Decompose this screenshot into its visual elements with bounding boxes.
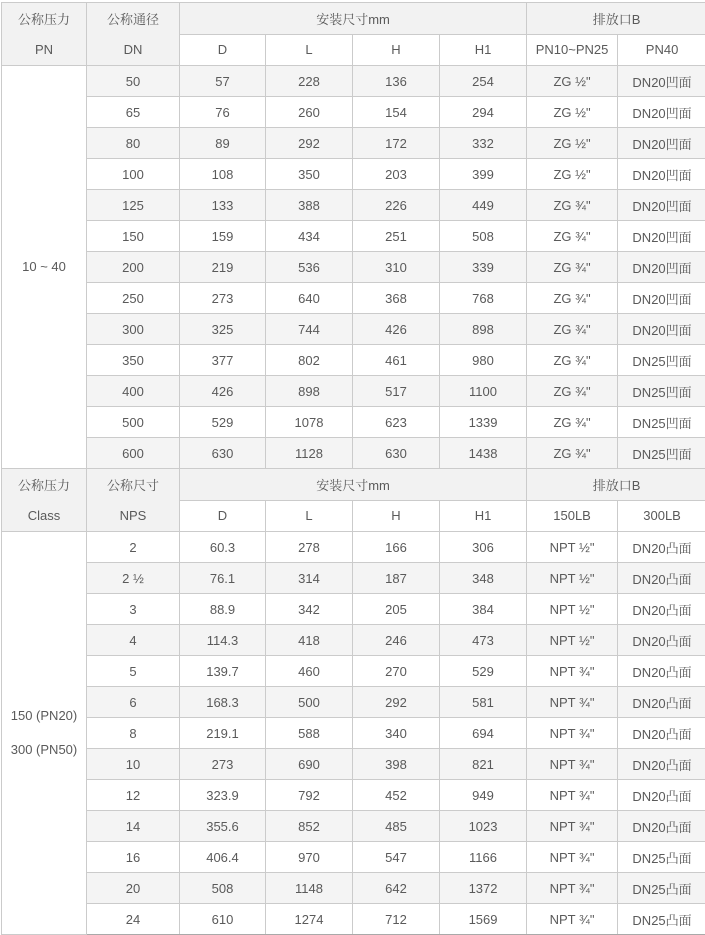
pressure-range-lines — [4, 699, 84, 767]
cell-l: 536 — [266, 252, 353, 283]
cell-drain-1: NPT ¾" — [527, 780, 618, 811]
cell-h1: 254 — [440, 66, 527, 97]
cell-drain-1: ZG ¾" — [527, 407, 618, 438]
cell-drain-2: DN20凹面 — [618, 221, 705, 252]
cell-drain-1: ZG ¾" — [527, 438, 618, 469]
cell-l: 1148 — [266, 873, 353, 904]
cell-drain-1: NPT ¾" — [527, 687, 618, 718]
table-row — [2, 221, 705, 252]
cell-h: 368 — [353, 283, 440, 314]
cell-h1: 1372 — [440, 873, 527, 904]
header-dims-group: 安装尺寸mm — [180, 469, 527, 501]
cell-size: 50 — [87, 66, 180, 97]
cell-h: 251 — [353, 221, 440, 252]
cell-drain-2: DN20凹面 — [618, 252, 705, 283]
cell-d: 325 — [180, 314, 266, 345]
cell-h1: 306 — [440, 532, 527, 563]
cell-size: 100 — [87, 159, 180, 190]
cell-l: 690 — [266, 749, 353, 780]
table-row — [2, 159, 705, 190]
cell-drain-2: DN25凹面 — [618, 345, 705, 376]
header-size-title: 公称通径 — [106, 12, 159, 27]
cell-d: 529 — [180, 407, 266, 438]
cell-size: 300 — [87, 314, 180, 345]
cell-d: 168.3 — [180, 687, 266, 718]
table-row — [2, 407, 705, 438]
cell-d: 60.3 — [180, 532, 266, 563]
cell-size: 400 — [87, 376, 180, 407]
cell-h: 547 — [353, 842, 440, 873]
cell-h: 136 — [353, 66, 440, 97]
cell-h: 485 — [353, 811, 440, 842]
table-row — [2, 873, 705, 904]
cell-h1: 1100 — [440, 376, 527, 407]
cell-h: 712 — [353, 904, 440, 935]
cell-d: 377 — [180, 345, 266, 376]
cell-drain-1: ZG ½" — [527, 128, 618, 159]
cell-d: 133 — [180, 190, 266, 221]
table-row — [2, 252, 705, 283]
cell-h1: 1023 — [440, 811, 527, 842]
pressure-range-line: 10 ~ 40 — [22, 259, 66, 274]
cell-h1: 694 — [440, 718, 527, 749]
cell-size: 600 — [87, 438, 180, 469]
pressure-range-cell — [2, 532, 87, 935]
cell-drain-1: NPT ¾" — [527, 656, 618, 687]
cell-h: 270 — [353, 656, 440, 687]
cell-l: 228 — [266, 66, 353, 97]
cell-drain-2: DN20凸面 — [618, 532, 705, 563]
cell-drain-2: DN25凸面 — [618, 904, 705, 935]
cell-l: 970 — [266, 842, 353, 873]
cell-d: 139.7 — [180, 656, 266, 687]
cell-h: 172 — [353, 128, 440, 159]
cell-l: 792 — [266, 780, 353, 811]
cell-drain-2: DN20凸面 — [618, 749, 705, 780]
cell-h: 398 — [353, 749, 440, 780]
cell-d: 88.9 — [180, 594, 266, 625]
cell-size: 2 — [87, 532, 180, 563]
table-row — [2, 749, 705, 780]
cell-size: 200 — [87, 252, 180, 283]
cell-drain-1: ZG ½" — [527, 66, 618, 97]
pressure-range-line: 300 (PN50) — [10, 742, 78, 757]
cell-drain-1: NPT ½" — [527, 532, 618, 563]
cell-h: 226 — [353, 190, 440, 221]
header-dim-l: L — [266, 500, 353, 532]
cell-l: 744 — [266, 314, 353, 345]
cell-drain-2: DN25凸面 — [618, 842, 705, 873]
cell-size: 3 — [87, 594, 180, 625]
cell-l: 640 — [266, 283, 353, 314]
cell-h: 187 — [353, 563, 440, 594]
cell-drain-2: DN25凹面 — [618, 407, 705, 438]
header-size-stack — [89, 469, 177, 531]
cell-h1: 348 — [440, 563, 527, 594]
cell-d: 76.1 — [180, 563, 266, 594]
cell-l: 314 — [266, 563, 353, 594]
cell-drain-1: ZG ¾" — [527, 221, 618, 252]
cell-l: 350 — [266, 159, 353, 190]
cell-d: 76 — [180, 97, 266, 128]
cell-h: 292 — [353, 687, 440, 718]
header-drain-group: 排放口B — [527, 469, 705, 501]
cell-drain-2: DN20凹面 — [618, 97, 705, 128]
cell-d: 57 — [180, 66, 266, 97]
header-pressure-stack — [4, 469, 84, 531]
table-row — [2, 97, 705, 128]
header-size-code: DN — [123, 42, 143, 57]
cell-drain-2: DN20凸面 — [618, 718, 705, 749]
header-pressure-code: PN — [34, 42, 54, 57]
header-dims-group: 安装尺寸mm — [180, 3, 527, 35]
cell-drain-1: NPT ¾" — [527, 718, 618, 749]
cell-drain-2: DN25凸面 — [618, 873, 705, 904]
cell-d: 630 — [180, 438, 266, 469]
cell-l: 588 — [266, 718, 353, 749]
cell-d: 426 — [180, 376, 266, 407]
cell-size: 10 — [87, 749, 180, 780]
table-row — [2, 718, 705, 749]
cell-h: 461 — [353, 345, 440, 376]
cell-h1: 898 — [440, 314, 527, 345]
header-size — [87, 469, 180, 532]
cell-h1: 1569 — [440, 904, 527, 935]
cell-h1: 508 — [440, 221, 527, 252]
cell-h: 203 — [353, 159, 440, 190]
cell-h: 426 — [353, 314, 440, 345]
cell-drain-1: ZG ¾" — [527, 345, 618, 376]
header-drain-1: 150LB — [527, 500, 618, 532]
header-row-group — [2, 469, 705, 501]
header-dim-d: D — [180, 34, 266, 66]
cell-size: 4 — [87, 625, 180, 656]
cell-size: 125 — [87, 190, 180, 221]
cell-drain-1: ZG ¾" — [527, 376, 618, 407]
cell-l: 852 — [266, 811, 353, 842]
cell-size: 500 — [87, 407, 180, 438]
cell-drain-1: NPT ½" — [527, 563, 618, 594]
cell-h1: 949 — [440, 780, 527, 811]
cell-drain-2: DN20凸面 — [618, 811, 705, 842]
header-dim-l: L — [266, 34, 353, 66]
cell-drain-1: ZG ¾" — [527, 283, 618, 314]
cell-h1: 768 — [440, 283, 527, 314]
header-drain-1: PN10~PN25 — [527, 34, 618, 66]
header-size — [87, 3, 180, 66]
cell-drain-2: DN20凸面 — [618, 594, 705, 625]
cell-size: 6 — [87, 687, 180, 718]
cell-l: 418 — [266, 625, 353, 656]
cell-drain-1: ZG ¾" — [527, 314, 618, 345]
cell-d: 406.4 — [180, 842, 266, 873]
table-row — [2, 283, 705, 314]
cell-d: 114.3 — [180, 625, 266, 656]
cell-size: 24 — [87, 904, 180, 935]
cell-l: 898 — [266, 376, 353, 407]
cell-drain-2: DN20凸面 — [618, 687, 705, 718]
cell-h: 205 — [353, 594, 440, 625]
header-dim-h: H — [353, 500, 440, 532]
cell-drain-1: NPT ¾" — [527, 749, 618, 780]
cell-drain-2: DN20凸面 — [618, 656, 705, 687]
cell-drain-1: NPT ¾" — [527, 842, 618, 873]
pressure-range-cell — [2, 66, 87, 469]
cell-h1: 294 — [440, 97, 527, 128]
cell-h: 452 — [353, 780, 440, 811]
header-size-stack — [89, 3, 177, 65]
cell-size: 150 — [87, 221, 180, 252]
cell-d: 355.6 — [180, 811, 266, 842]
cell-d: 89 — [180, 128, 266, 159]
cell-h1: 449 — [440, 190, 527, 221]
table-row — [2, 532, 705, 563]
pressure-range-line: 150 (PN20) — [10, 708, 78, 723]
cell-l: 388 — [266, 190, 353, 221]
cell-h1: 529 — [440, 656, 527, 687]
cell-drain-1: ZG ¾" — [527, 190, 618, 221]
valve-dimensions-table — [1, 2, 705, 935]
cell-size: 2 ½ — [87, 563, 180, 594]
cell-l: 292 — [266, 128, 353, 159]
table-row — [2, 376, 705, 407]
cell-h: 517 — [353, 376, 440, 407]
cell-l: 434 — [266, 221, 353, 252]
cell-l: 260 — [266, 97, 353, 128]
header-pressure — [2, 469, 87, 532]
header-size-code: NPS — [119, 508, 147, 523]
table-row — [2, 345, 705, 376]
header-pressure-title: 公称压力 — [17, 12, 70, 27]
cell-drain-2: DN20凹面 — [618, 190, 705, 221]
cell-h1: 581 — [440, 687, 527, 718]
cell-h1: 821 — [440, 749, 527, 780]
table-body — [2, 3, 705, 935]
pressure-range-lines — [4, 250, 84, 284]
cell-l: 1128 — [266, 438, 353, 469]
cell-size: 14 — [87, 811, 180, 842]
cell-drain-2: DN20凹面 — [618, 283, 705, 314]
cell-size: 80 — [87, 128, 180, 159]
table-row — [2, 438, 705, 469]
cell-drain-1: NPT ¾" — [527, 873, 618, 904]
cell-drain-2: DN25凹面 — [618, 438, 705, 469]
cell-h1: 1339 — [440, 407, 527, 438]
cell-drain-2: DN20凸面 — [618, 780, 705, 811]
table-row — [2, 128, 705, 159]
header-pressure-code: Class — [27, 508, 61, 523]
header-dim-h: H — [353, 34, 440, 66]
header-drain-2: 300LB — [618, 500, 705, 532]
cell-drain-1: ZG ¾" — [527, 252, 618, 283]
cell-size: 5 — [87, 656, 180, 687]
table-row — [2, 66, 705, 97]
cell-h1: 339 — [440, 252, 527, 283]
cell-drain-1: NPT ½" — [527, 625, 618, 656]
table-row — [2, 811, 705, 842]
cell-l: 460 — [266, 656, 353, 687]
table-row — [2, 904, 705, 935]
header-dim-h1: H1 — [440, 500, 527, 532]
cell-h: 246 — [353, 625, 440, 656]
cell-d: 323.9 — [180, 780, 266, 811]
cell-h: 642 — [353, 873, 440, 904]
cell-drain-2: DN20凸面 — [618, 563, 705, 594]
table-row — [2, 842, 705, 873]
cell-h1: 473 — [440, 625, 527, 656]
header-pressure-stack — [4, 3, 84, 65]
cell-drain-2: DN20凹面 — [618, 66, 705, 97]
cell-d: 508 — [180, 873, 266, 904]
cell-drain-2: DN20凸面 — [618, 625, 705, 656]
header-size-title: 公称尺寸 — [106, 478, 159, 493]
header-row-group — [2, 3, 705, 35]
table-row — [2, 687, 705, 718]
header-dim-d: D — [180, 500, 266, 532]
cell-drain-1: NPT ¾" — [527, 811, 618, 842]
cell-drain-2: DN20凹面 — [618, 314, 705, 345]
cell-l: 278 — [266, 532, 353, 563]
cell-l: 342 — [266, 594, 353, 625]
cell-drain-1: ZG ½" — [527, 97, 618, 128]
table-row — [2, 594, 705, 625]
cell-h1: 384 — [440, 594, 527, 625]
table-row — [2, 625, 705, 656]
cell-l: 1274 — [266, 904, 353, 935]
cell-h: 154 — [353, 97, 440, 128]
cell-d: 219.1 — [180, 718, 266, 749]
cell-size: 350 — [87, 345, 180, 376]
cell-size: 65 — [87, 97, 180, 128]
cell-size: 20 — [87, 873, 180, 904]
cell-h: 340 — [353, 718, 440, 749]
cell-h: 623 — [353, 407, 440, 438]
cell-size: 12 — [87, 780, 180, 811]
header-pressure — [2, 3, 87, 66]
table-row — [2, 563, 705, 594]
cell-h1: 332 — [440, 128, 527, 159]
cell-l: 1078 — [266, 407, 353, 438]
cell-size: 250 — [87, 283, 180, 314]
cell-d: 610 — [180, 904, 266, 935]
cell-drain-1: ZG ½" — [527, 159, 618, 190]
cell-h: 310 — [353, 252, 440, 283]
cell-d: 159 — [180, 221, 266, 252]
cell-d: 273 — [180, 749, 266, 780]
cell-l: 802 — [266, 345, 353, 376]
cell-h: 166 — [353, 532, 440, 563]
cell-size: 16 — [87, 842, 180, 873]
cell-h: 630 — [353, 438, 440, 469]
table-row — [2, 780, 705, 811]
table-row — [2, 314, 705, 345]
cell-drain-2: DN20凹面 — [618, 128, 705, 159]
cell-d: 273 — [180, 283, 266, 314]
cell-d: 108 — [180, 159, 266, 190]
cell-drain-2: DN25凹面 — [618, 376, 705, 407]
cell-h1: 399 — [440, 159, 527, 190]
table-row — [2, 656, 705, 687]
cell-h1: 1438 — [440, 438, 527, 469]
header-drain-group: 排放口B — [527, 3, 705, 35]
cell-drain-1: NPT ½" — [527, 594, 618, 625]
header-drain-2: PN40 — [618, 34, 705, 66]
cell-l: 500 — [266, 687, 353, 718]
header-dim-h1: H1 — [440, 34, 527, 66]
header-pressure-title: 公称压力 — [17, 478, 70, 493]
cell-h1: 1166 — [440, 842, 527, 873]
table-row — [2, 190, 705, 221]
cell-size: 8 — [87, 718, 180, 749]
cell-drain-2: DN20凹面 — [618, 159, 705, 190]
cell-drain-1: NPT ¾" — [527, 904, 618, 935]
cell-h1: 980 — [440, 345, 527, 376]
cell-d: 219 — [180, 252, 266, 283]
